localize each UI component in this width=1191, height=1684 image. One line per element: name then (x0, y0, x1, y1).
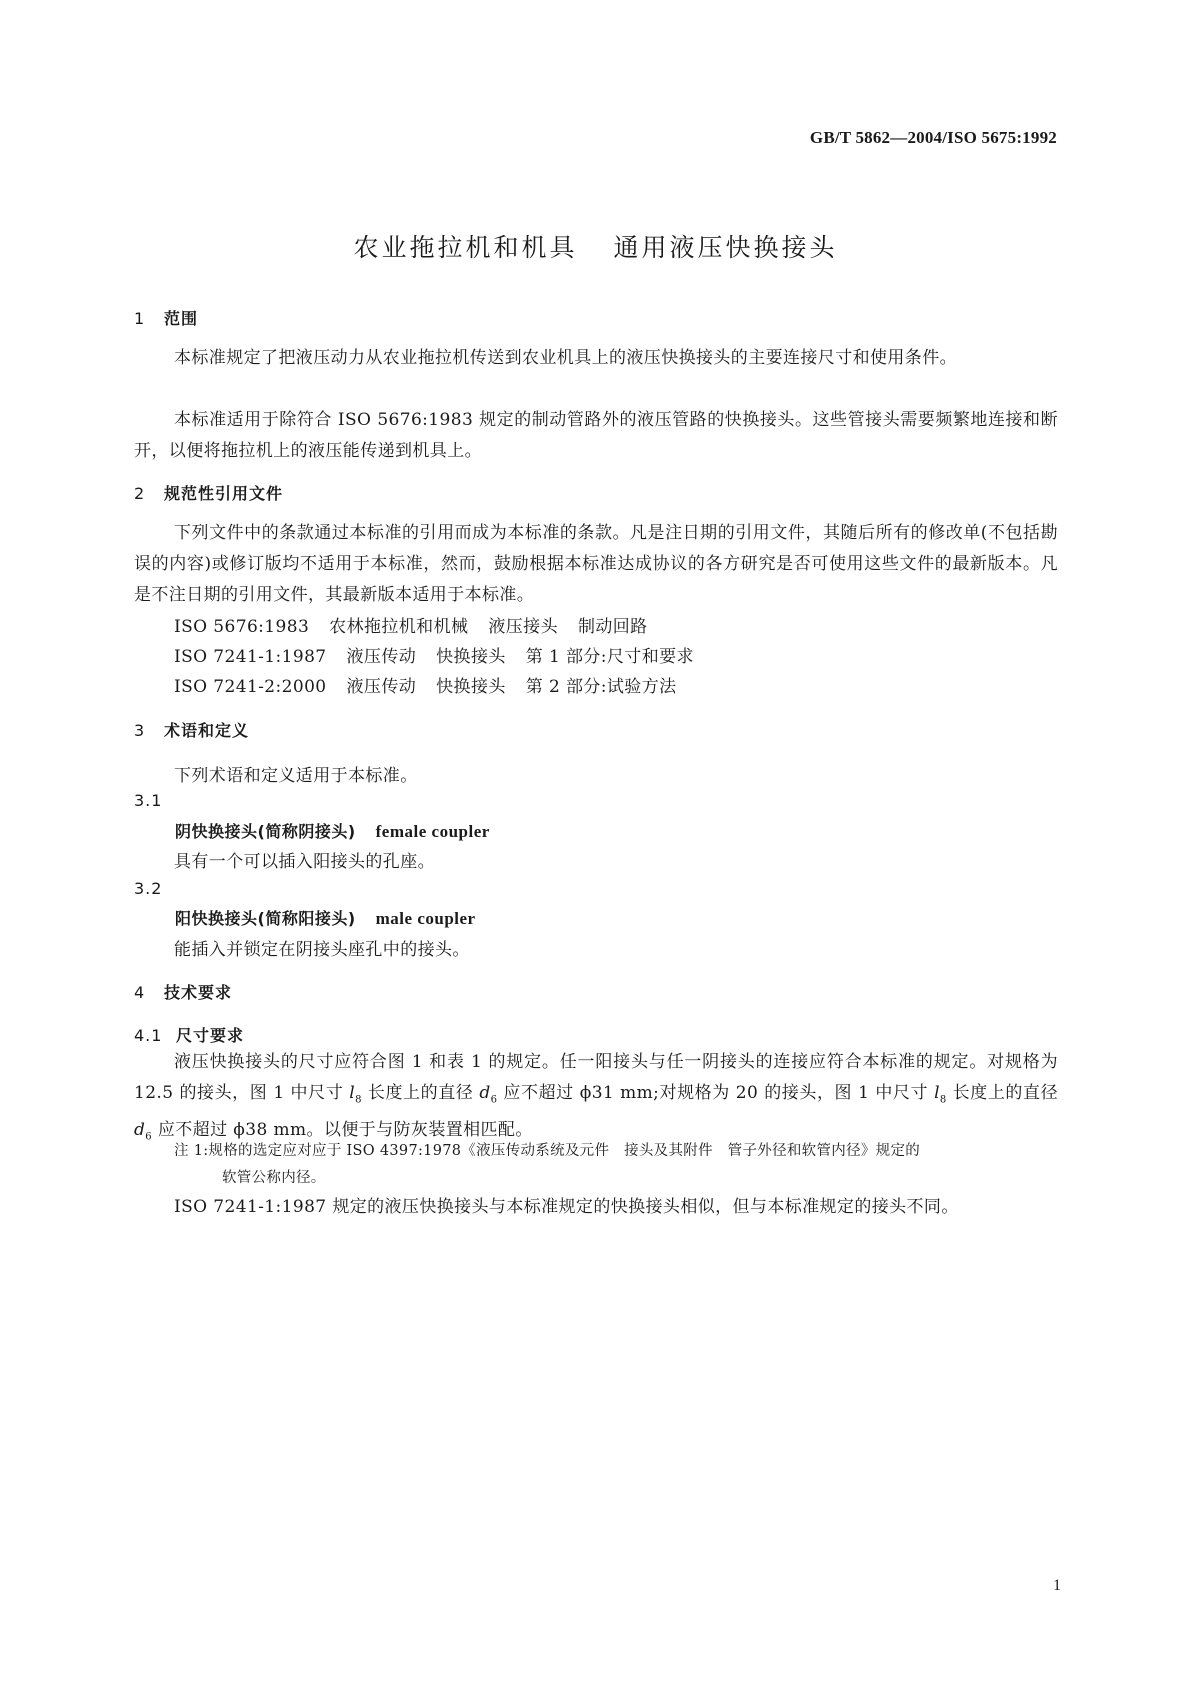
term-3-2-definition: 能插入并锁定在阴接头座孔中的接头。 (174, 940, 470, 960)
standard-number: GB/T 5862—2004/ISO 5675:1992 (809, 128, 1057, 147)
section-3-paragraph-1: 下列术语和定义适用于本标准。 (174, 766, 418, 786)
subsection-4-1-heading: 4.1 尺寸要求 (134, 1026, 245, 1045)
reference-item: ISO 7241-2:2000 液压传动 快换接头 第 2 部分:试验方法 (174, 677, 677, 697)
section-4-heading: 4 技术要求 (134, 983, 233, 1002)
reference-item: ISO 5676:1983 农林拖拉机和机械 液压接头 制动回路 (174, 617, 648, 637)
note-1: 注 1:规格的选定应对应于 ISO 4397:1978《液压传动系统及元件 接头及其附件 管子外径和软管内径》规定的 软管公称内径。 (174, 1143, 921, 1186)
section-1-paragraph-2: 本标准适用于除符合 ISO 5676:1983 规定的制动管路外的液压管路的快换接头。这些管接头需要频繁地连接和断开，以便将拖拉机上的液压能传递到机具上。 (134, 410, 1058, 461)
reference-item: ISO 7241-1:1987 液压传动 快换接头 第 1 部分:尺寸和要求 (174, 647, 694, 667)
title-part-1: 农业拖拉机和机具 (353, 233, 578, 262)
document-title (0, 228, 1191, 264)
term-3-1: 阴快换接头(简称阴接头) female coupler (175, 822, 490, 841)
section-3-heading: 3 术语和定义 (134, 721, 250, 740)
page-number: 1 (1053, 1577, 1061, 1594)
term-3-2-number: 3.2 (134, 879, 163, 898)
section-2-paragraph-1: 下列文件中的条款通过本标准的引用而成为本标准的条款。凡是注日期的引用文件，其随后所有的修改单(不包括勘误的内容)或修订版均不适用于本标准，然而，鼓励根据本标准达成协议的各方研究是否可使用这些文件的最新版本。凡是不注日期的引用文件，其最新版本适用于本标准。 (134, 523, 1058, 605)
term-3-2: 阳快换接头(简称阳接头) male coupler (175, 909, 476, 928)
title-part-2: 通用液压快换接头 (613, 233, 838, 262)
section-1-heading: 1 范围 (134, 309, 199, 328)
section-4-1-paragraph-1: 液压快换接头的尺寸应符合图 1 和表 1 的规定。任一阳接头与任一阴接头的连接应符合本标准的规定。对规格为 12.5 的接头，图 1 中尺寸 $l_8$ 长度上的直径 $d_6$ 应不超过 ϕ31 mm;对规格为 20 的接头，图 1 中尺寸 $l_8$ 长度上的直径 $d_6$ 应不超过 ϕ38 mm。以便于与防灰装置相匹配。 (134, 1052, 1058, 1143)
section-4-1-paragraph-2: ISO 7241-1:1987 规定的液压快换接头与本标准规定的快换接头相似，但与本标准规定的接头不同。 (174, 1197, 959, 1217)
section-1-paragraph-1: 本标准规定了把液压动力从农业拖拉机传送到农业机具上的液压快换接头的主要连接尺寸和使用条件。 (174, 348, 957, 368)
section-2-heading: 2 规范性引用文件 (134, 484, 284, 503)
term-3-1-definition: 具有一个可以插入阳接头的孔座。 (174, 852, 435, 872)
term-3-1-number: 3.1 (134, 791, 163, 810)
